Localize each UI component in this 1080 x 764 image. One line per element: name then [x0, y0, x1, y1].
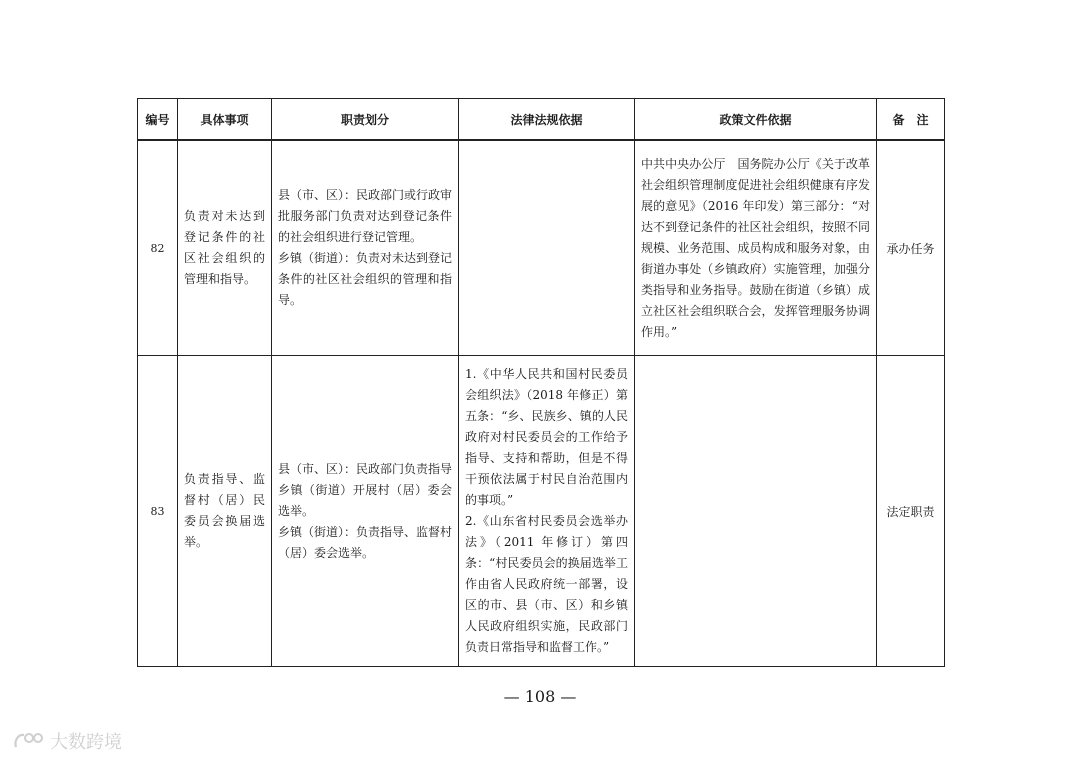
watermark-logo-icon	[12, 729, 44, 753]
duty-paragraph: 乡镇（街道）：负责对未达到登记条件的社区社会组织的管理和指导。	[278, 251, 453, 307]
row-duty	[272, 356, 459, 667]
row-note: 法定职责	[877, 356, 945, 667]
row-policy	[635, 140, 877, 356]
header-item: 具体事项	[178, 99, 272, 141]
row-item	[178, 140, 272, 356]
duty-paragraph: 县（市、区）：民政部门或行政审批服务部门负责对达到登记条件的社会组织进行登记管理。	[278, 188, 453, 244]
table-row	[138, 356, 945, 667]
duty-table	[137, 98, 945, 667]
watermark-text: 大数跨境	[50, 732, 122, 753]
duty-paragraph: 县（市、区）：民政部门负责指导乡镇（街道）开展村（居）委会选举。	[278, 461, 453, 518]
watermark	[12, 728, 122, 754]
duty-paragraph: 乡镇（街道）：负责指导、监督村（居）委会选举。	[278, 524, 453, 560]
page-number: — 108 —	[503, 687, 577, 706]
header-duty: 职责划分	[272, 99, 459, 141]
row-number: 82	[138, 140, 178, 356]
header-law: 法律法规依据	[459, 99, 635, 141]
header-policy: 政策文件依据	[635, 99, 877, 141]
row-item	[178, 356, 272, 667]
policy-paragraph: 中共中央办公厅 国务院办公厅《关于改革社会组织管理制度促进社会组织健康有序发展的意见》（2016 年印发）第三部分：“对达不到登记条件的社区社会组织，按照不同规模、业务范围、成员构成和服务对象，由街道办事处（乡镇政府）实施管理，加强分类指导和业务指导。鼓励在街道（乡镇）成立社区社会组织联合会，发挥管理服务协调作用。”	[641, 156, 870, 339]
law-paragraph: 1.《中华人民共和国村民委员会组织法》（2018 年修正）第五条：“乡、民族乡、镇的人民政府对村民委员会的工作给予指导、支持和帮助，但是不得干预依法属于村民自治范围内的事项。”	[465, 367, 628, 507]
row-note: 承办任务	[877, 140, 945, 356]
row-item-text: 负责对未达到登记条件的社区社会组织的管理和指导。	[184, 209, 265, 286]
law-paragraph: 2.《山东省村民委员会选举办法》（2011 年修订）第四条：“村民委员会的换届选举工作由省人民政府统一部署，设区的市、县（市、区）和乡镇人民政府组织实施，民政部门负责日常指导和监督工作。”	[465, 514, 628, 654]
row-law	[459, 140, 635, 356]
row-duty	[272, 140, 459, 356]
row-policy	[635, 356, 877, 667]
header-number: 编号	[138, 99, 178, 141]
row-law	[459, 356, 635, 667]
table-header-row	[138, 99, 945, 141]
row-item-text: 负责指导、监督村（居）民委员会换届选举。	[184, 472, 265, 549]
table-row	[138, 140, 945, 356]
row-number: 83	[138, 356, 178, 667]
header-note: 备 注	[877, 99, 945, 141]
